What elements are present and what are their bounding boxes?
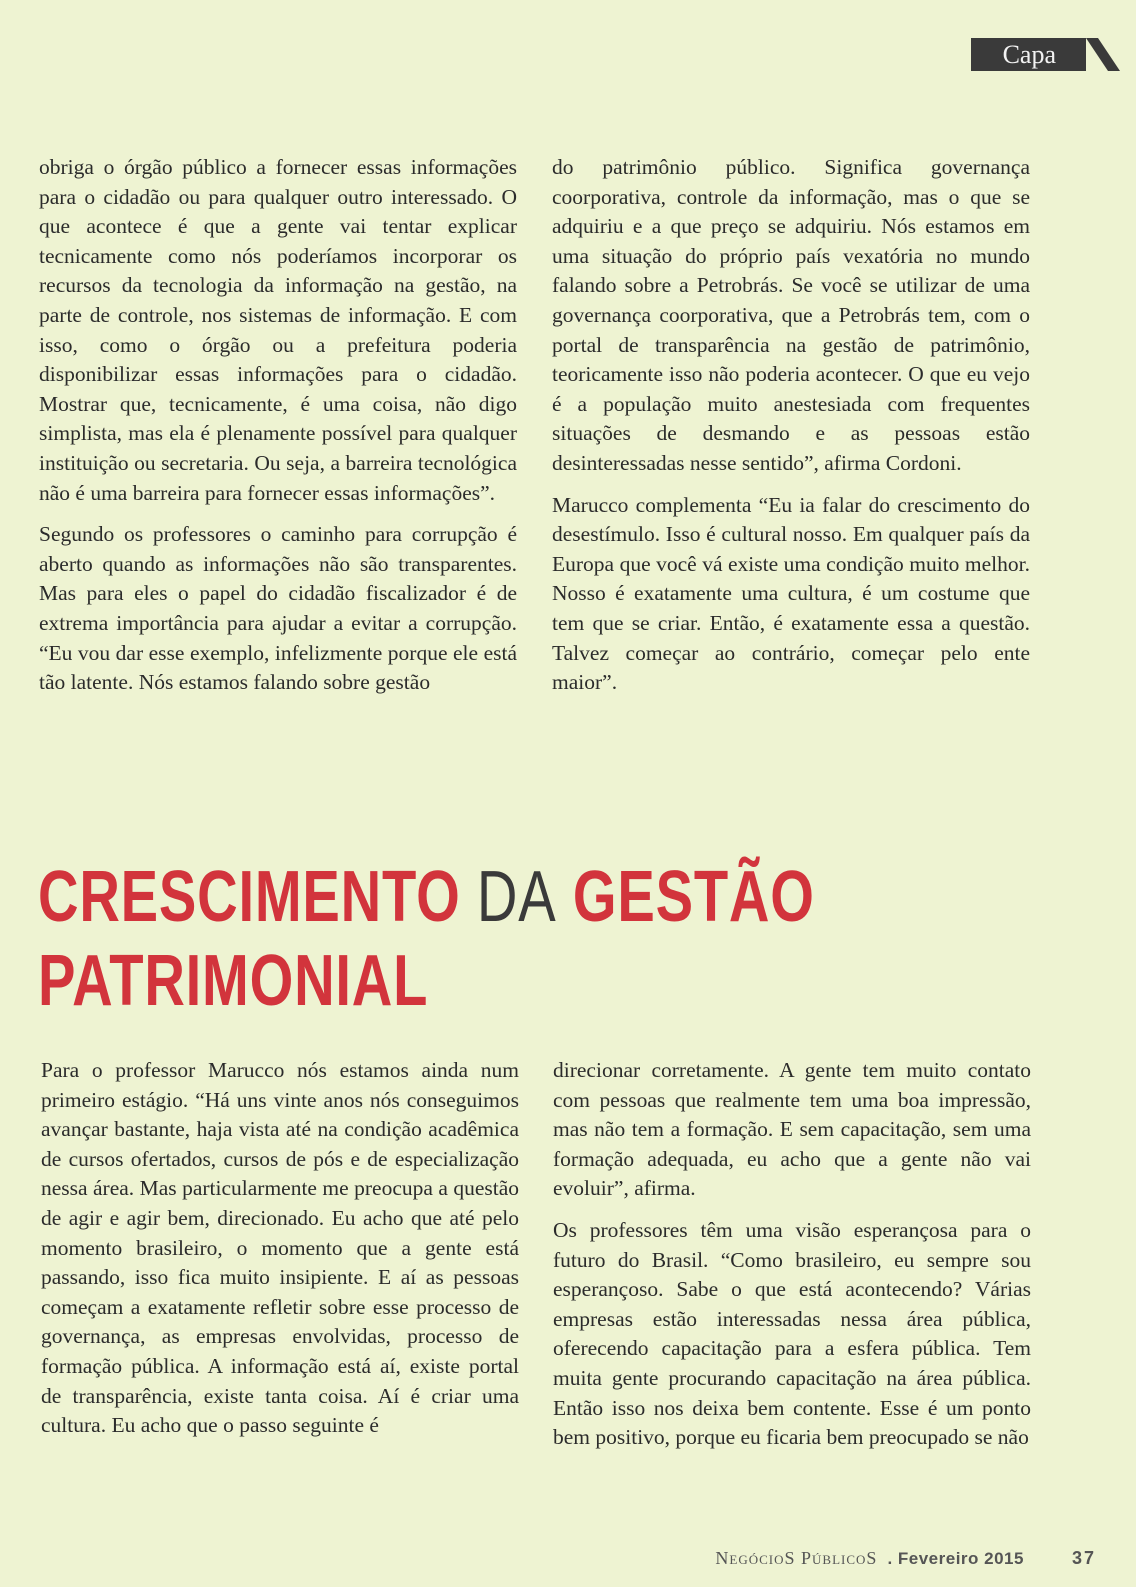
article-bottom-right-column bbox=[553, 1056, 1031, 1465]
section-tab bbox=[971, 38, 1136, 71]
paragraph: Para o professor Marucco nós estamos ainda num primeiro estágio. “Há uns vinte anos nós conseguimos avançar bastante, haja vista até na condição acadêmica de cursos ofertados, cursos de pós e de especialização nessa área. Mas particularmente me preocupa a questão de agir e agir bem, direcionado. Eu acho que até pelo momento brasileiro, o momento que a gente está passando, isso fica muito insipiente. E aí as pessoas começam a exatamente refletir sobre esse processo de governança, as empresas envolvidas, processo de formação pública. A informação está aí, existe portal de transparência, existe tanta coisa. Aí é criar uma cultura. Eu acho que o passo seguinte é bbox=[41, 1058, 519, 1438]
paragraph: Os professores têm uma visão esperançosa para o futuro do Brasil. “Como brasileiro, eu sempre sou esperançoso. Sabe o que está acontecendo? Várias empresas estão interessadas nessa área pública, oferecendo capacitação para a esfera pública. Tem muita gente procurando capacitação na área pública. Então isso nos deixa bem contente. Esse é um ponto bem positivo, porque eu ficaria bem preocupado se não bbox=[553, 1217, 1031, 1450]
headline-line: PATRIMONIAL bbox=[38, 941, 429, 1021]
page-footer bbox=[715, 1548, 1096, 1569]
section-label: Capa bbox=[971, 38, 1086, 71]
article-top-left-column bbox=[39, 153, 517, 710]
headline-word: GESTÃO bbox=[572, 857, 815, 937]
headline-word: DA bbox=[476, 857, 557, 937]
headline-word: CRESCIMENTO bbox=[38, 857, 461, 937]
section-headline bbox=[38, 855, 815, 1023]
paragraph: Segundo os professores o caminho para corrupção é aberto quando as informações não são transparentes. Mas para eles o papel do cidadão fiscalizador é de extrema importância para ajudar a evitar a corrupção. “Eu vou dar esse exemplo, infelizmente porque ele está tão latente. Nós estamos falando sobre gestão bbox=[39, 522, 517, 695]
magazine-name: NegócioS PúblicoS bbox=[715, 1548, 878, 1568]
page-number: 37 bbox=[1071, 1548, 1096, 1568]
article-bottom-left-column bbox=[41, 1056, 519, 1453]
paragraph: Marucco complementa “Eu ia falar do crescimento do desestímulo. Isso é cultural nosso. Em qualquer país da Europa que você vá existe uma condição muito melhor. Nosso é exatamente uma cultura, é um costume que tem que se criar. Então, é exatamente essa a questão. Talvez começar ao contrário, começar pelo ente maior”. bbox=[552, 492, 1030, 695]
paragraph: do patrimônio público. Significa governança coorporativa, controle da informação, mas o que se adquiriu e a que preço se adquiriu. Nós estamos em uma situação do próprio país vexatória no mundo falando sobre a Petrobrás. Se você se utilizar de uma governança coorporativa, que a Petrobrás tem, com o portal de transparência na gestão de patrimônio, teoricamente isso não poderia acontecer. O que eu vejo é a população muito anestesiada com frequentes situações de desmando e as pessoas estão desinteressadas nesse sentido”, afirma Cordoni. bbox=[552, 155, 1030, 475]
article-top-right-column bbox=[552, 153, 1030, 710]
paragraph: direcionar corretamente. A gente tem muito contato com pessoas que realmente tem uma boa impressão, mas não tem a formação. E sem capacitação, sem uma formação adequada, eu acho que a gente não vai evoluir”, afirma. bbox=[553, 1058, 1031, 1201]
issue-date: . Fevereiro 2015 bbox=[887, 1549, 1024, 1568]
paragraph: obriga o órgão público a fornecer essas informações para o cidadão ou para qualquer outro interessado. O que acontece é que a gente vai tentar explicar tecnicamente como nós poderíamos incorporar os recursos da tecnologia da informação na gestão, na parte de controle, nos sistemas de informação. E com isso, como o órgão ou a prefeitura poderia disponibilizar essas informações para o cidadão. Mostrar que, tecnicamente, é uma coisa, não digo simplista, mas ela é plenamente possível para qualquer instituição ou secretaria. Ou seja, a barreira tecnológica não é uma barreira para fornecer essas informações”. bbox=[39, 155, 517, 505]
chevron-right-icon bbox=[1086, 38, 1136, 71]
